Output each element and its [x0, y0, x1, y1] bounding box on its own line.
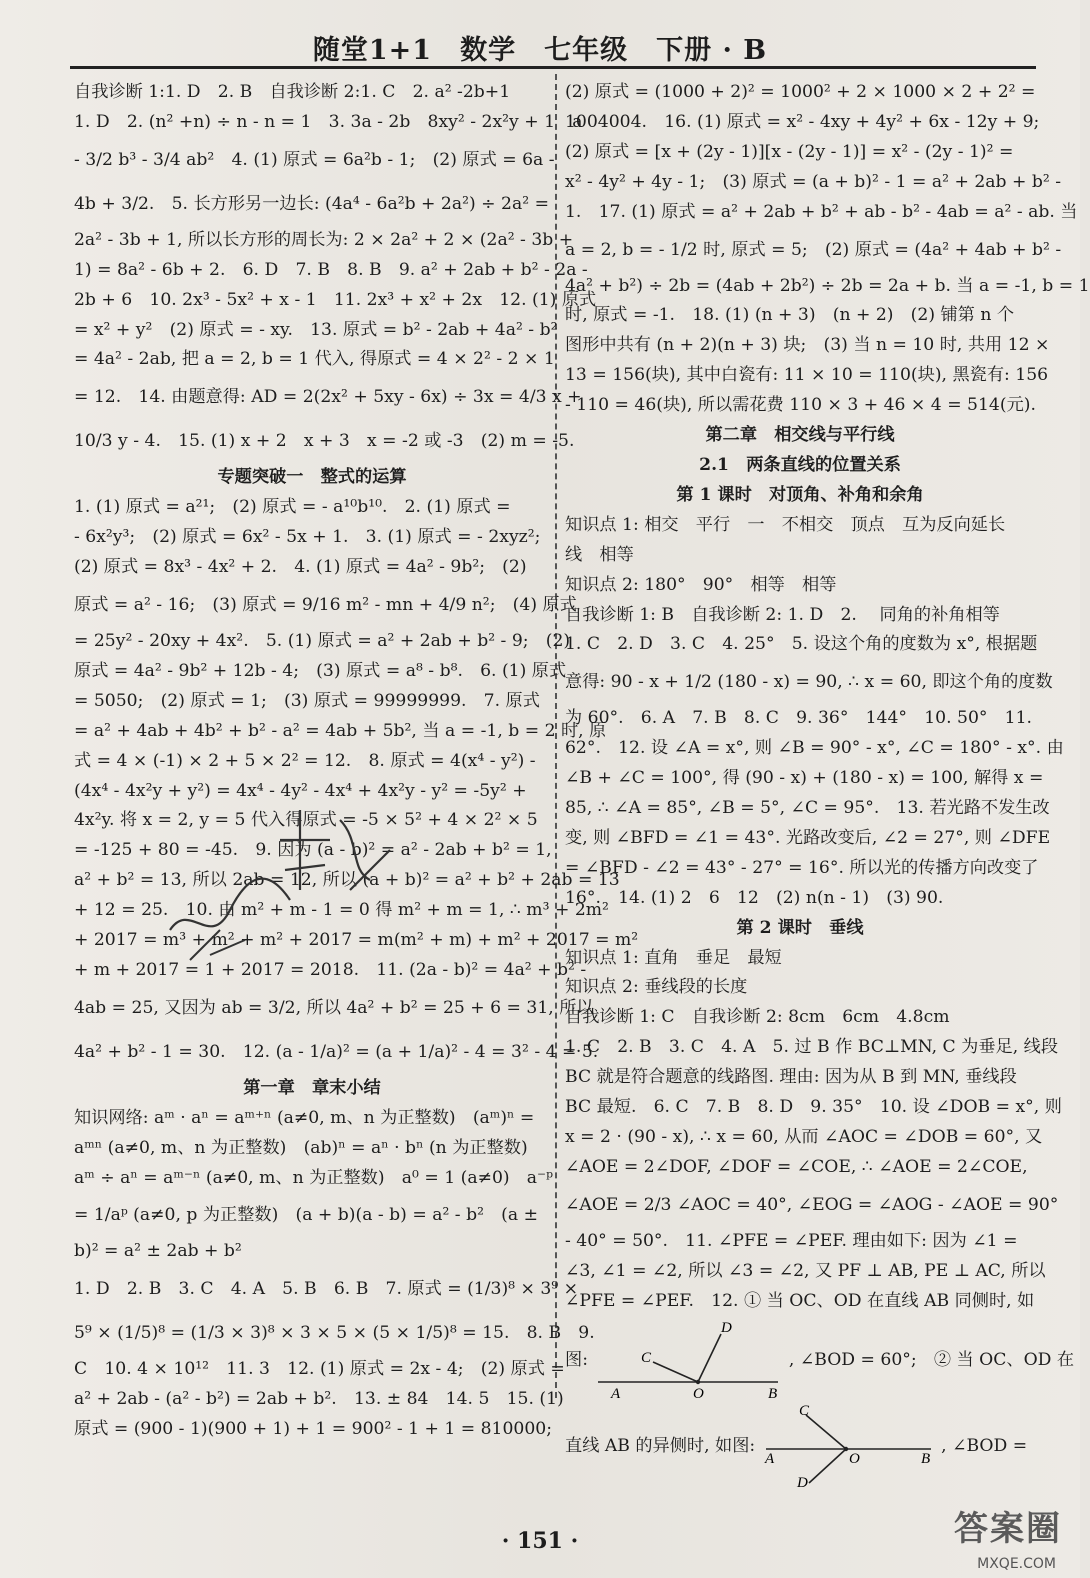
answer-line: 自我诊断 1:1. D 2. B 自我诊断 2:1. C 2. a² -2b+1 — [74, 82, 511, 102]
answer-line: = 12. 14. 由题意得: AD = 2(2x² + 5xy - 6x) ÷ 3x = 4/3 x + — [74, 387, 582, 408]
section-title: 第一章 章末小结 — [243, 1077, 381, 1098]
answer-line: 4a² + b²) ÷ 2b = (4ab + 2b²) ÷ 2b = 2a + b. 当 a = -1, b = 1 — [565, 275, 1090, 296]
answer-line: a = 2, b = - 1/2 时, 原式 = 5; (2) 原式 = (4a² + 4ab + b² - — [565, 239, 1062, 260]
answer-line: 62°. 12. 设 ∠A = x°, 则 ∠B = 90° - x°, ∠C = 180° - x°. 由 — [565, 738, 1064, 759]
page-number: · 151 · — [501, 1528, 579, 1554]
answer-line: ∠3, ∠1 = ∠2, 所以 ∠3 = ∠2, 又 PF ⊥ AB, PE ⊥ AC, 所以 — [565, 1260, 1046, 1281]
answer-line: ∠PFE = ∠PEF. 12. ① 当 OC、OD 在直线 AB 同侧时, 如 — [565, 1290, 1035, 1311]
answer-line: 意得: 90 - x + 1/2 (180 - x) = 90, ∴ x = 60, 即这个角的度数 — [565, 672, 1053, 693]
section-title: 专题突破一 整式的运算 — [217, 467, 407, 488]
answer-line: b)² = a² ± 2ab + b² — [74, 1241, 242, 1262]
answer-line: 1) = 8a² - 6b + 2. 6. D 7. B 8. B 9. a² + 2ab + b² - 2a - — [74, 259, 588, 280]
answer-line: + 2017 = m³ + m² + m² + 2017 = m(m² + m) + m² + 2017 = m² — [74, 930, 639, 951]
answer-line: = 25y² - 20xy + 4x². 5. (1) 原式 = a² + 2ab + b² - 9; (2) — [74, 630, 571, 651]
answer-line: 知识点 1: 直角 垂足 最短 — [565, 947, 782, 968]
label-d: D — [796, 1475, 808, 1492]
angle-figure-1 — [593, 1320, 783, 1403]
header-rule — [70, 66, 1036, 69]
answer-line: = 5050; (2) 原式 = 1; (3) 原式 = 99999999. 7. 原式 — [74, 690, 540, 711]
label-c: C — [798, 1403, 809, 1420]
answer-line: 13 = 156(块), 其中白瓷有: 11 × 10 = 110(块), 黑瓷有: 156 — [565, 365, 1049, 386]
answer-line: 知识点 1: 相交 平行 一 不相交 顶点 互为反向延长 — [565, 514, 1006, 535]
answer-line: 1. (1) 原式 = a²¹; (2) 原式 = - a¹⁰b¹⁰. 2. (1) 原式 = — [74, 497, 511, 518]
watermark-logo-text: 答案圈 — [954, 1509, 1062, 1549]
page-header: 随堂1+1 数学 七年级 下册 · B — [312, 35, 768, 66]
answer-line: = 4a² - 2ab, 把 a = 2, b = 1 代入, 得原式 = 4 × 2² - 2 × 1 — [74, 349, 555, 370]
answer-line: = -125 + 80 = -45. 9. 因为 (a - b)² = a² - 2ab + b² = 1, — [74, 840, 552, 861]
section-title: 2.1 两条直线的位置关系 — [699, 454, 901, 475]
answer-line: = a² + 4ab + 4b² + b² - a² = 4ab + 5b², 当 a = -1, b = 2 时, 原 — [74, 720, 607, 741]
answer-line: 2b + 6 10. 2x³ - 5x² + x - 1 11. 2x³ + x² + 2x 12. (1) 原式 — [74, 289, 597, 310]
answer-text: 直线 AB 的异侧时, 如图: — [565, 1435, 756, 1456]
answer-line: 知识点 2: 180° 90° 相等 相等 — [565, 574, 837, 595]
answer-line: BC 就是符合题意的线路图. 理由: 因为从 B 到 MN, 垂线段 — [565, 1067, 1017, 1088]
lesson-title: 第 1 课时 对顶角、补角和余角 — [676, 484, 924, 505]
answer-line: 10/3 y - 4. 15. (1) x + 2 x + 3 x = -2 或 -3 (2) m = -5. — [74, 431, 575, 452]
answer-line: 自我诊断 1: C 自我诊断 2: 8cm 6cm 4.8cm — [565, 1007, 950, 1028]
angle-figure-2 — [761, 1403, 936, 1492]
answer-line: 知识网络: aᵐ · aⁿ = aᵐ⁺ⁿ (a≠0, m、n 为正整数) (aᵐ)ⁿ = — [74, 1107, 535, 1128]
answer-line: aᵐ ÷ aⁿ = aᵐ⁻ⁿ (a≠0, m、n 为正整数) a⁰ = 1 (a≠0) a⁻ᵖ — [74, 1167, 554, 1188]
answer-line: 1. D 2. (n² +n) ÷ n - n = 1 3. 3a - 2b 8xy² - 2x²y + 1 a — [74, 111, 583, 132]
answer-line: + 12 = 25. 10. 由 m² + m - 1 = 0 得 m² + m = 1, ∴ m³ + 2m² — [74, 900, 609, 921]
answer-line: ∠AOE = 2∠DOF, ∠DOF = ∠COE, ∴ ∠AOE = 2∠COE, — [565, 1156, 1028, 1177]
answer-line: 原式 = a² - 16; (3) 原式 = 9/16 m² - mn + 4/9 n²; (4) 原式 — [74, 594, 577, 615]
answer-line: 变, 则 ∠BFD = ∠1 = 43°. 光路改变后, ∠2 = 27°, 则 ∠DFE — [565, 827, 1051, 848]
answer-line: 4x²y. 将 x = 2, y = 5 代入得原式 = -5 × 5² + 4 × 2² × 5 — [74, 810, 538, 831]
figure-line-1 — [565, 1317, 1075, 1403]
answer-line: 知识点 2: 垂线段的长度 — [565, 977, 748, 998]
figure-line-2 — [565, 1403, 1035, 1492]
answer-line: (2) 原式 = (1000 + 2)² = 1000² + 2 × 1000 × 2 + 2² = — [565, 82, 1036, 102]
chapter-title: 第二章 相交线与平行线 — [705, 425, 895, 446]
answer-line: - 110 = 46(块), 所以需花费 110 × 3 + 46 × 4 = 514(元). — [565, 395, 1036, 416]
answer-line: ∠B + ∠C = 100°, 得 (90 - x) + (180 - x) = 100, 解得 x = — [565, 768, 1044, 789]
answer-line: 1. D 2. B 3. C 4. A 5. B 6. B 7. 原式 = (1/3)⁸ × 3⁹ × — [74, 1279, 579, 1300]
watermark-url: MXQE.COM — [977, 1556, 1056, 1572]
answer-line: - 40° = 50°. 11. ∠PFE = ∠PEF. 理由如下: 因为 ∠1 = — [565, 1230, 1018, 1251]
label-a: A — [764, 1451, 774, 1468]
label-b: B — [920, 1451, 930, 1468]
watermark — [870, 1494, 1080, 1578]
answer-line: (2) 原式 = [x + (2y - 1)][x - (2y - 1)] = x² - (2y - 1)² = — [565, 141, 1014, 162]
answer-line: 式 = 4 × (-1) × 2 + 5 × 2² = 12. 8. 原式 = 4(x⁴ - y²) - — [74, 750, 536, 771]
answer-text: , ∠BOD = — [941, 1435, 1028, 1456]
label-d: D — [721, 1320, 733, 1337]
answer-line: 时, 原式 = -1. 18. (1) (n + 3) (n + 2) (2) 铺第 n 个 — [565, 305, 1015, 326]
answer-line: 原式 = (900 - 1)(900 + 1) + 1 = 900² - 1 + 1 = 810000; — [74, 1419, 553, 1440]
lesson-title: 第 2 课时 垂线 — [736, 917, 864, 938]
answer-line: (2) 原式 = 8x³ - 4x² + 2. 4. (1) 原式 = 4a² - 9b²; (2) — [74, 557, 527, 578]
answer-line: ∠AOE = 2/3 ∠AOC = 40°, ∠EOG = ∠AOG - ∠AOE = 90° — [565, 1194, 1059, 1215]
answer-line: C 10. 4 × 10¹² 11. 3 12. (1) 原式 = 2x - 4; (2) 原式 = — [74, 1359, 565, 1380]
answer-line: 85, ∴ ∠A = 85°, ∠B = 5°, ∠C = 95°. 13. 若光路不发生改 — [565, 798, 1050, 819]
answer-line: 2a² - 3b + 1, 所以长方形的周长为: 2 × 2a² + 2 × (2a² - 3b + — [74, 229, 574, 250]
label-o: O — [693, 1386, 705, 1403]
answer-line: 自我诊断 1: B 自我诊断 2: 1. D 2. 同角的补角相等 — [565, 604, 1000, 625]
answer-line: 4b + 3/2. 5. 长方形另一边长: (4a⁴ - 6a²b + 2a²) ÷ 2a² = — [74, 193, 549, 214]
answer-text: , ∠BOD = 60°; ② 当 OC、OD 在 — [788, 1349, 1075, 1370]
answer-line: BC 最短. 6. C 7. B 8. D 9. 35° 10. 设 ∠DOB = x°, 则 — [565, 1097, 1062, 1118]
answer-line: aᵐⁿ (a≠0, m、n 为正整数) (ab)ⁿ = aⁿ · bⁿ (n 为正整数) — [74, 1137, 528, 1158]
answer-line: 4a² + b² - 1 = 30. 12. (a - 1/a)² = (a + 1/a)² - 4 = 3² - 4 = 5. — [74, 1041, 599, 1062]
answer-line: 1. C 2. D 3. C 4. 25° 5. 设这个角的度数为 x°, 根据题 — [565, 634, 1038, 655]
answer-line: a² + b² = 13, 所以 2ab = 12, 所以 (a + b)² = a² + b² + 2ab = 13 — [74, 870, 620, 891]
answer-line: (4x⁴ - 4x²y + y²) = 4x⁴ - 4y² - 4x⁴ + 4x²y - y² = -5y² + — [74, 780, 527, 801]
answer-line: 原式 = 4a² - 9b² + 12b - 4; (3) 原式 = a⁸ - b⁸. 6. (1) 原式 — [74, 660, 567, 681]
answer-line: x = 2 · (90 - x), ∴ x = 60, 从而 ∠AOC = ∠DOB = 60°, 又 — [565, 1127, 1043, 1147]
label-c: C — [641, 1350, 652, 1367]
answer-line: - 3/2 b³ - 3/4 ab² 4. (1) 原式 = 6a²b - 1; (2) 原式 = 6a - — [74, 149, 555, 170]
label-b: B — [768, 1386, 778, 1403]
answer-line: + m + 2017 = 1 + 2017 = 2018. 11. (2a - b)² = 4a² + b² - — [74, 959, 587, 980]
figure-caption: 图: — [565, 1349, 588, 1370]
label-a: A — [611, 1386, 621, 1403]
answer-line: = ∠BFD - ∠2 = 43° - 27° = 16°. 所以光的传播方向改变了 — [565, 857, 1039, 878]
label-o: O — [848, 1451, 860, 1468]
answer-line: 线 相等 — [565, 544, 634, 565]
answer-line: a² + 2ab - (a² - b²) = 2ab + b². 13. ± 84 14. 5 15. (1) — [74, 1389, 564, 1410]
right-column — [565, 78, 1090, 1492]
answer-line: = x² + y² (2) 原式 = - xy. 13. 原式 = b² - 2ab + 4a² - b² — [74, 319, 558, 340]
answer-line: x² - 4y² + 4y - 1; (3) 原式 = (a + b)² - 1 = a² + 2ab + b² - — [565, 171, 1062, 192]
answer-line: 为 60°. 6. A 7. B 8. C 9. 36° 144° 10. 50° 11. — [565, 708, 1032, 729]
answer-line: 4ab = 25, 又因为 ab = 3/2, 所以 4a² + b² = 25 + 6 = 31, 所以 — [74, 997, 594, 1018]
answer-line: 16°. 14. (1) 2 6 12 (2) n(n - 1) (3) 90. — [565, 887, 944, 908]
answer-line: 1004004. 16. (1) 原式 = x² - 4xy + 4y² + 6x - 12y + 9; — [565, 111, 1040, 132]
handwritten-scribble — [150, 780, 410, 980]
answer-line: = 1/aᵖ (a≠0, p 为正整数) (a + b)(a - b) = a² - b² (a ± — [74, 1205, 538, 1226]
answer-line: 1. 17. (1) 原式 = a² + 2ab + b² + ab - b² - 4ab = a² - ab. 当 — [565, 201, 1078, 222]
answer-line: - 6x²y³; (2) 原式 = 6x² - 5x + 1. 3. (1) 原式 = - 2xyz²; — [74, 527, 541, 548]
answer-line: 图形中共有 (n + 2)(n + 3) 块; (3) 当 n = 10 时, 共用 12 × — [565, 335, 1050, 356]
answer-line: 5⁹ × (1/5)⁸ = (1/3 × 3)⁸ × 3 × 5 × (5 × 1/5)⁸ = 15. 8. B 9. — [74, 1323, 595, 1344]
answer-line: 1. C 2. B 3. C 4. A 5. 过 B 作 BC⊥MN, C 为垂足, 线段 — [565, 1037, 1059, 1058]
